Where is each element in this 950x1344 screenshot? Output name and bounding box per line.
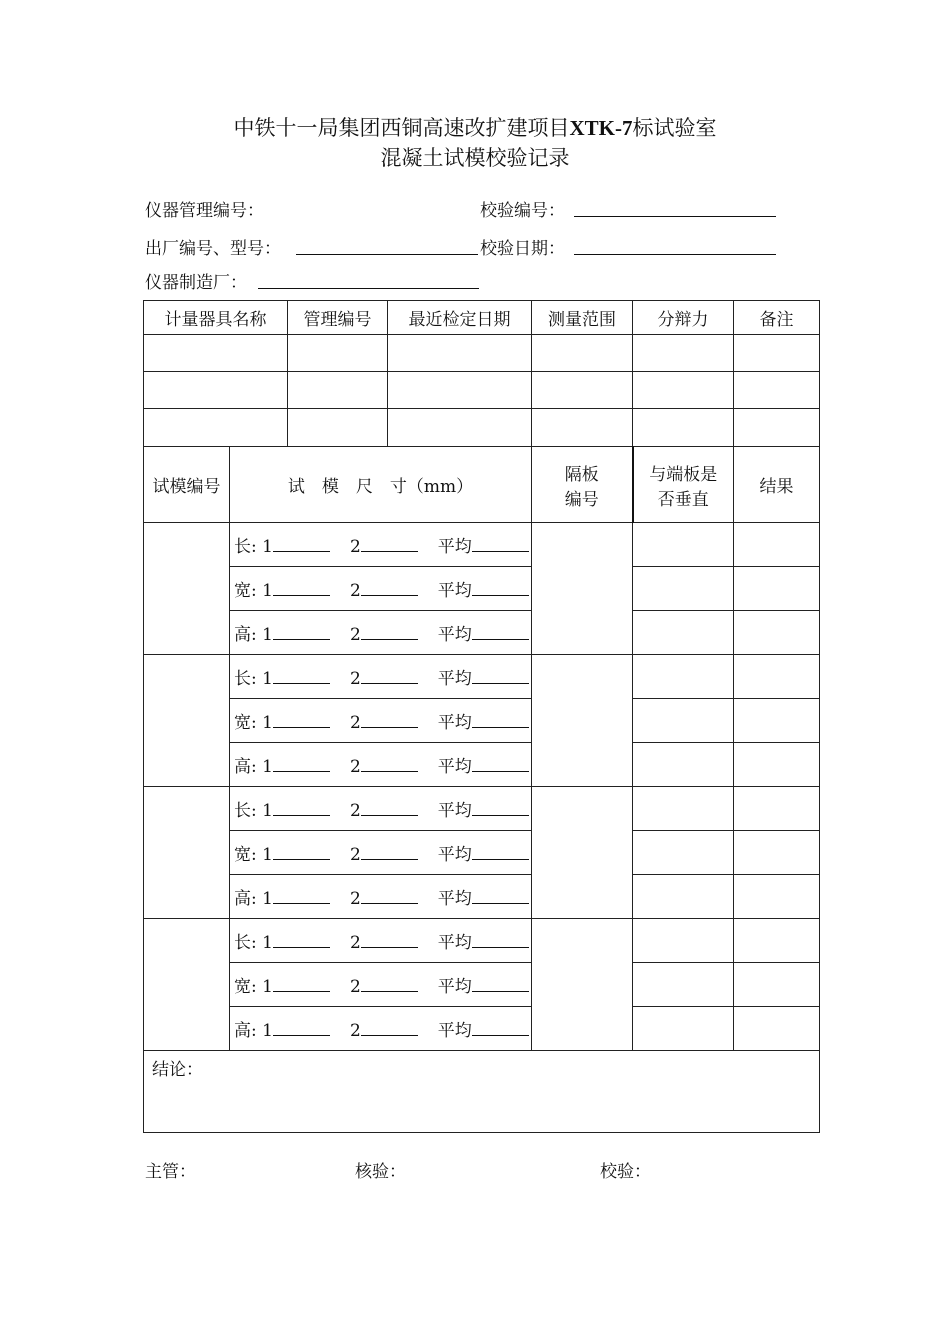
index-1: 1 [262,537,273,557]
dim-label: 宽: [234,713,257,733]
result-cell[interactable] [734,611,820,655]
title-suffix: 标试验室 [632,116,717,140]
value-blank[interactable] [273,536,330,552]
perp-header-line2: 否垂直 [657,489,709,510]
avg-blank[interactable] [472,888,529,904]
value-blank[interactable] [361,888,418,904]
perp-cell[interactable] [633,567,734,611]
partition-header-line1: 隔板 [564,464,599,485]
calibration-table [143,300,820,1133]
value-blank[interactable] [361,624,418,640]
perp-cell[interactable] [633,1007,734,1051]
result-header: 结果 [734,447,820,523]
supervisor-label: 主管： [145,1162,196,1182]
partition-no-cell[interactable] [532,787,633,919]
manufacturer-label: 仪器制造厂： [145,273,247,293]
index-2: 2 [349,933,361,953]
result-cell[interactable] [734,831,820,875]
mold-no-cell[interactable] [144,787,230,919]
index-2: 2 [349,977,361,997]
dim-label: 高: [234,625,257,645]
index-2: 2 [349,889,361,909]
avg-label: 平均 [437,625,472,645]
value-blank[interactable] [273,668,330,684]
avg-label: 平均 [437,801,472,821]
index-2: 2 [349,537,361,557]
index-1: 1 [262,977,273,997]
perp-cell[interactable] [633,655,734,699]
result-cell[interactable] [734,919,820,963]
factory-no-field[interactable] [296,254,478,255]
avg-label: 平均 [437,1021,472,1041]
result-cell[interactable] [734,655,820,699]
measure-row [144,875,820,919]
partition-no-header [532,447,633,523]
document-subtitle: 混凝土试模校验记录 [380,146,570,170]
value-blank[interactable] [273,888,330,904]
result-cell[interactable] [734,875,820,919]
equipment-cell[interactable] [734,409,820,447]
manufacturer-field[interactable] [258,288,479,289]
equipment-cell[interactable] [388,409,532,447]
result-cell[interactable] [734,567,820,611]
length-measure [230,655,532,699]
avg-blank[interactable] [472,668,529,684]
length-measure [230,787,532,831]
equipment-cell[interactable] [633,409,734,447]
partition-no-cell[interactable] [532,919,633,1051]
result-cell[interactable] [734,787,820,831]
index-1: 1 [262,801,273,821]
index-2: 2 [349,625,361,645]
length-measure [230,919,532,963]
value-blank[interactable] [273,844,330,860]
title-prefix: 中铁十一局集团西铜高速改扩建项目 [233,116,570,140]
instrument-mgmt-no-label: 仪器管理编号： [145,201,264,221]
equipment-cell[interactable] [388,335,532,372]
value-blank[interactable] [273,932,330,948]
conclusion-cell[interactable] [144,1051,820,1133]
index-2: 2 [349,581,361,601]
index-1: 1 [262,1021,273,1041]
measure-row [144,567,820,611]
value-blank[interactable] [273,712,330,728]
avg-blank[interactable] [472,756,529,772]
index-1: 1 [262,889,273,909]
mold-no-cell[interactable] [144,655,230,787]
measure-row [144,743,820,787]
mold-no-cell[interactable] [144,523,230,655]
perp-header-line1: 与端板是 [649,464,718,485]
width-measure [230,699,532,743]
equipment-cell[interactable] [288,409,388,447]
equipment-cell[interactable] [388,372,532,409]
perp-cell[interactable] [633,963,734,1007]
avg-blank[interactable] [472,712,529,728]
measure-row [144,919,820,963]
equipment-row [144,372,820,409]
perp-cell[interactable] [633,523,734,567]
document-title [0,112,950,142]
checker-label: 校验： [600,1162,651,1182]
value-blank[interactable] [361,800,418,816]
value-blank[interactable] [273,800,330,816]
dim-label: 高: [234,889,257,909]
value-blank[interactable] [273,624,330,640]
partition-no-cell[interactable] [532,523,633,655]
index-2: 2 [349,757,361,777]
avg-blank[interactable] [472,844,529,860]
equipment-cell[interactable] [532,409,633,447]
equipment-cell[interactable] [532,372,633,409]
perp-cell[interactable] [633,787,734,831]
avg-blank[interactable] [472,580,529,596]
value-blank[interactable] [361,1020,418,1036]
result-cell[interactable] [734,963,820,1007]
dim-label: 长: [234,669,257,689]
perp-cell[interactable] [633,919,734,963]
result-cell[interactable] [734,1007,820,1051]
index-1: 1 [262,669,273,689]
perpendicular-header [633,447,734,523]
index-2: 2 [349,1021,361,1041]
height-measure [230,875,532,919]
width-measure [230,831,532,875]
value-blank[interactable] [273,1020,330,1036]
value-blank[interactable] [361,932,418,948]
index-1: 1 [262,581,273,601]
result-cell[interactable] [734,743,820,787]
width-measure [230,963,532,1007]
value-blank[interactable] [361,536,418,552]
dim-label: 高: [234,1021,257,1041]
dim-label: 高: [234,757,257,777]
perp-cell[interactable] [633,611,734,655]
check-no-field[interactable] [574,216,776,217]
index-2: 2 [349,669,361,689]
equipment-cell[interactable] [144,409,288,447]
dim-label: 长: [234,537,257,557]
check-no-label: 校验编号： [480,201,565,221]
avg-blank[interactable] [472,536,529,552]
perp-cell[interactable] [633,699,734,743]
value-blank[interactable] [361,712,418,728]
index-1: 1 [262,757,273,777]
measure-row [144,655,820,699]
index-1: 1 [262,713,273,733]
value-blank[interactable] [361,668,418,684]
equipment-cell[interactable] [734,335,820,372]
mgmt-no-header: 管理编号 [288,301,388,335]
height-measure [230,743,532,787]
avg-blank[interactable] [472,976,529,992]
resolution-header: 分辩力 [633,301,734,335]
height-measure [230,1007,532,1051]
check-date-label: 校验日期： [480,239,565,259]
avg-label: 平均 [437,757,472,777]
avg-label: 平均 [437,581,472,601]
length-measure [230,523,532,567]
value-blank[interactable] [273,756,330,772]
index-1: 1 [262,933,273,953]
measure-row [144,787,820,831]
dim-label: 宽: [234,845,257,865]
index-2: 2 [349,801,361,821]
value-blank[interactable] [273,976,330,992]
value-blank[interactable] [273,580,330,596]
mold-header-row [144,447,820,523]
result-cell[interactable] [734,523,820,567]
avg-label: 平均 [437,669,472,689]
reviewer-label: 核验： [355,1162,406,1182]
avg-label: 平均 [437,845,472,865]
avg-label: 平均 [437,713,472,733]
width-measure [230,567,532,611]
measure-row [144,1007,820,1051]
avg-blank[interactable] [472,932,529,948]
partition-header-line2: 编号 [564,489,599,510]
value-blank[interactable] [361,976,418,992]
perp-cell[interactable] [633,875,734,919]
avg-label: 平均 [437,889,472,909]
equipment-cell[interactable] [144,335,288,372]
conclusion-row [144,1051,820,1133]
avg-label: 平均 [437,537,472,557]
equipment-name-header: 计量器具名称 [144,301,288,335]
value-blank[interactable] [361,580,418,596]
equipment-cell[interactable] [633,372,734,409]
remark-header: 备注 [734,301,820,335]
equipment-cell[interactable] [532,335,633,372]
factory-no-label: 出厂编号、型号： [145,239,281,259]
measure-row [144,963,820,1007]
partition-no-cell[interactable] [532,655,633,787]
equipment-cell[interactable] [288,372,388,409]
measure-row [144,831,820,875]
value-blank[interactable] [361,756,418,772]
mold-no-header: 试模编号 [144,447,230,523]
dim-label: 宽: [234,581,257,601]
check-date-field[interactable] [574,254,776,255]
equipment-cell[interactable] [633,335,734,372]
mold-no-cell[interactable] [144,919,230,1051]
avg-blank[interactable] [472,1020,529,1036]
mold-size-header: 试 模 尺 寸（mm） [230,447,532,523]
measure-row [144,523,820,567]
index-2: 2 [349,845,361,865]
dim-label: 长: [234,933,257,953]
measure-row [144,699,820,743]
equipment-cell[interactable] [288,335,388,372]
equipment-row [144,409,820,447]
index-1: 1 [262,625,273,645]
equipment-cell[interactable] [144,372,288,409]
value-blank[interactable] [361,844,418,860]
index-2: 2 [349,713,361,733]
avg-blank[interactable] [472,800,529,816]
title-section-code: XTK-7 [569,116,633,140]
dim-label: 宽: [234,977,257,997]
perp-cell[interactable] [633,831,734,875]
conclusion-label: 结论： [152,1060,203,1080]
measure-range-header: 测量范围 [532,301,633,335]
avg-label: 平均 [437,977,472,997]
result-cell[interactable] [734,699,820,743]
avg-blank[interactable] [472,624,529,640]
height-measure [230,611,532,655]
measure-row [144,611,820,655]
last-verify-date-header: 最近检定日期 [388,301,532,335]
avg-label: 平均 [437,933,472,953]
perp-cell[interactable] [633,743,734,787]
equipment-header-row [144,301,820,335]
index-1: 1 [262,845,273,865]
equipment-cell[interactable] [734,372,820,409]
equipment-row [144,335,820,372]
dim-label: 长: [234,801,257,821]
